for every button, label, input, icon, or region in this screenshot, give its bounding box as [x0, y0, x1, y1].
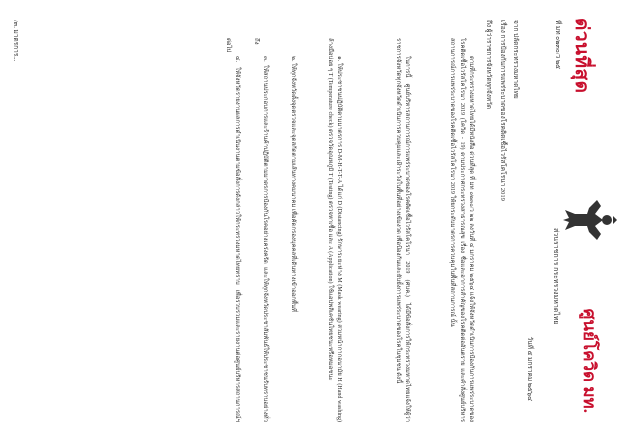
garuda-emblem-icon [561, 196, 617, 244]
agency-line: ส่วนราชการ กระทรวงมหาดไทย [552, 228, 560, 325]
paragraph: ๑. ให้ประชาชนปฏิบัติตามมาตรการ D-M-H-T-T-A ได้แก่ D (Distancing) รักษาระยะห่าง M (Mask wearing) สวมหน้ากากอนามัย H (Hand washing) ล้างมือบ่อย ๆ T (Temperature check) ตรวจวัดอุณหภูมิ T (Testing) ตรวจหาเชื้อ และ A (Application) ใช้แอปพลิเคชันไทยชนะหรือหมอชนะ [326, 38, 342, 422]
agency-stamp: ศูนย์โควิด มท. [580, 308, 599, 413]
document-number: ที่ มท ๐๒๓๐/ว ๒๕ [554, 20, 561, 70]
paragraph: ๓. ให้สถานประกอบการและร้านค้าปฏิบัติตามมาตรการป้องกันโรคอย่างเคร่งครัด และให้ทุกจังหวัดประชาสัมพันธ์ให้ประชาชนรับทราบอย่างทั่วถึง [252, 38, 268, 422]
continuation-footer: /๓. มาตรการ... [12, 20, 19, 62]
subject-line: เรื่อง การป้องกันการแพร่ระบาดของโรคติดเชื้อไวรัสโคโรนา 2019 [499, 20, 506, 201]
from-line: จาก ปลัดกระทรวงมหาดไทย [512, 20, 519, 99]
recipient-line: ถึง ผู้ว่าราชการจังหวัดทุกจังหวัด [485, 20, 492, 109]
paragraph: ตามที่กระทรวงมหาดไทยได้มีหนังสือ ด่วนที่สุด ที่ มท ๐๒๓๐/ว ๒๒ ลงวันที่ ๔ มกราคม ๒๕๖๔ แจ้งให้จังหวัดดำเนินการป้องกันการแพร่ระบาดของโรคติดเชื้อไวรัสโคโรนา 2019 (โควิด - 19) ตามประกาศกระทรวงสาธารณสุข เรื่อง ชื่อและอาการสำคัญของโรคติดต่ออันตราย และคำสั่งศูนย์บริหารสถานการณ์การแพร่ระบาดของโรคติดเชื้อไวรัสโคโรนา 2019 ให้ยกระดับมาตรการควบคุมในพื้นที่สถานการณ์ นั้น [449, 38, 474, 422]
paragraph: ๒. ให้ทุกจังหวัดตั้งจุดตรวจและจุดสกัดตามเส้นทางคมนาคม เพื่อคัดกรองบุคคลที่เดินทางเข้าออกพื้นที่ [290, 56, 296, 312]
document-date: วันที่ ๕ มกราคม ๒๕๖๔ [526, 336, 533, 401]
urgency-label: ด่วนที่สุด [571, 18, 592, 94]
paragraph: ในการนี้ ศูนย์บริหารสถานการณ์การแพร่ระบาดของโรคติดเชื้อไวรัสโคโรนา 2019 (ศบค.) ได้มีข้อสั่งการให้กระทรวงมหาดไทยแจ้งให้ผู้ว่าราชการจังหวัดทุกจังหวัดดำเนินการควบคุมและเฝ้าระวังในพื้นที่อย่างเข้มงวด เพื่อป้องกันและยับยั้งการแพร่ระบาดของโรคในชุมชน ดังนี้ [394, 38, 410, 422]
paragraph: ๔. ให้จังหวัดรายงานผลการดำเนินงานตามข้อสั่งการดังกล่าวให้กระทรวงมหาดไทยทราบ เพื่อรวบรวมและรายงานต่อศูนย์บริหารสถานการณ์ฯ ต่อไป [224, 38, 240, 422]
